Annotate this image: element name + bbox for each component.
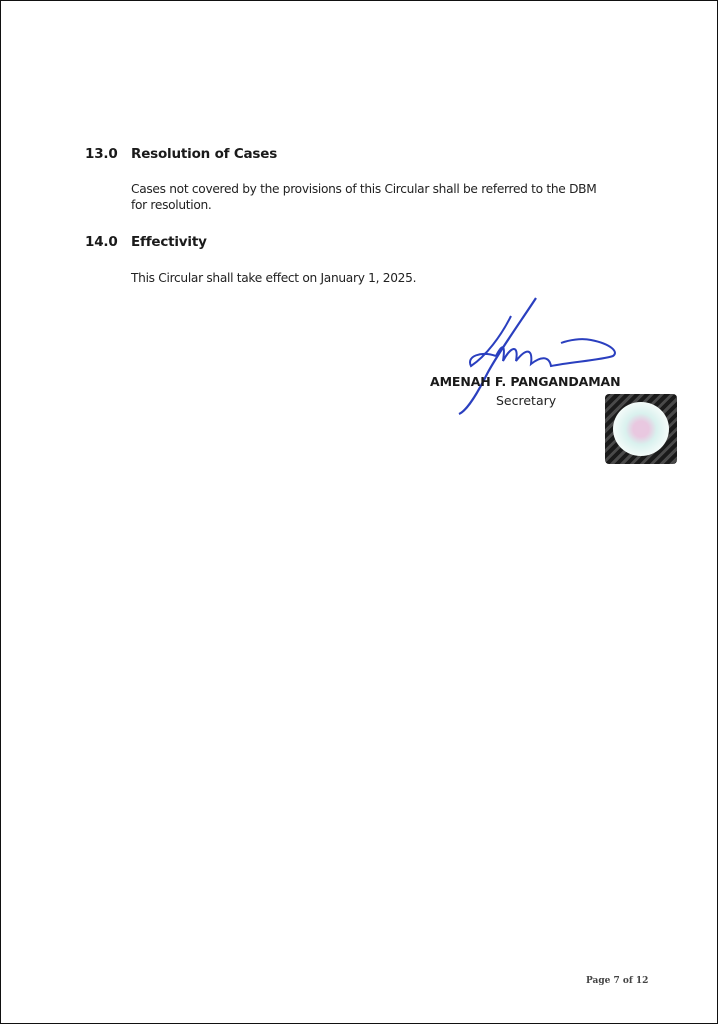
signatory-title: Secretary xyxy=(496,393,557,408)
dbm-seal-icon xyxy=(605,394,677,464)
body-line: for resolution. xyxy=(131,198,212,212)
section-heading-13 xyxy=(85,146,277,162)
body-line: This Circular shall take effect on January 1, 2025. xyxy=(131,271,417,285)
section-body-14 xyxy=(131,270,651,286)
page-number: Page 7 of 12 xyxy=(586,976,649,986)
section-title: Resolution of Cases xyxy=(131,146,278,162)
section-heading-14 xyxy=(85,234,207,250)
body-line: Cases not covered by the provisions of this Circular shall be referred to the DBM xyxy=(131,182,597,196)
section-number: 14.0 xyxy=(85,234,118,250)
section-number: 13.0 xyxy=(85,146,118,162)
section-title: Effectivity xyxy=(131,234,207,250)
section-body-13 xyxy=(131,181,651,213)
seal-emblem xyxy=(613,402,669,456)
signatory-name: AMENAH F. PANGANDAMAN xyxy=(430,374,621,389)
